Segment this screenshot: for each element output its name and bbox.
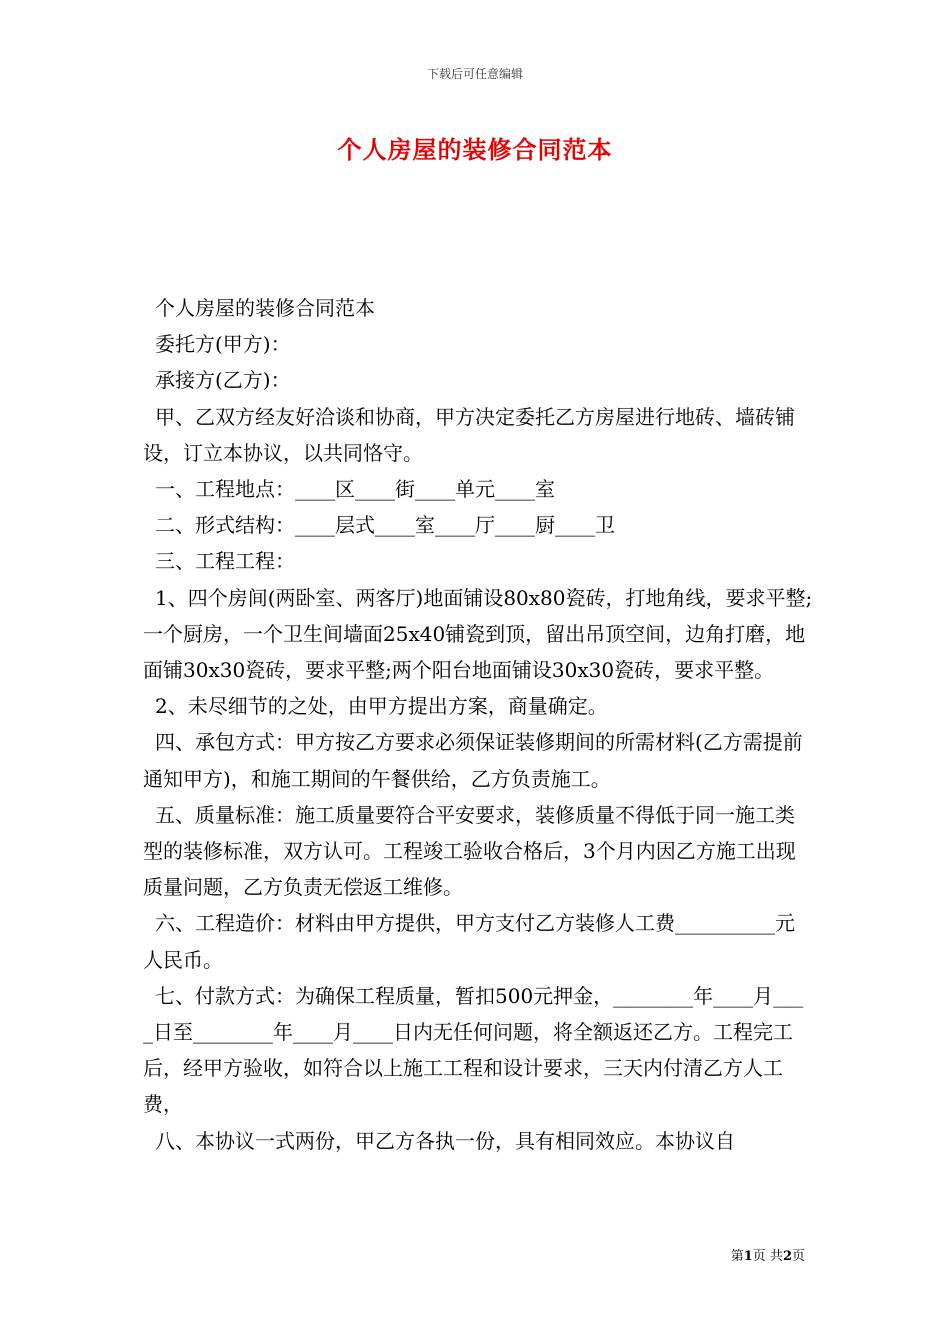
document-body: [143, 290, 813, 1159]
paragraph-party-a: 委托方(甲方)：: [155, 332, 291, 357]
paragraph-heading: 个人房屋的装修合同范本: [155, 296, 375, 320]
paragraph-contract-method: 四、承包方式：甲方按乙方要求必须保证装修期间的所需材料(乙方需提前通知甲方)，和施工期间的午餐供给，乙方负责施工。: [143, 730, 803, 791]
paragraph-project-item-1: 1、四个房间(两卧室、两客厅)地面铺设80x80瓷砖，打地角线，要求平整;一个厨房，一个卫生间墙面25x40铺瓷到顶，留出吊顶空间，边角打磨，地面铺30x30瓷砖，要求平整;两个阳台地面铺设30x30瓷砖，要求平整。: [143, 585, 813, 683]
paragraph-party-b: 承接方(乙方)：: [155, 368, 291, 393]
total-pages: 2: [782, 1249, 792, 1264]
paragraph-quality-standard: 五、质量标准：施工质量要符合平安要求，装修质量不得低于同一施工类型的装修标准，双方认可。工程竣工验收合格后，3个月内因乙方施工出现质量问题，乙方负责无偿返工维修。: [143, 802, 796, 900]
page-number-middle: 页 共: [752, 1249, 783, 1264]
paragraph-location: 一、工程地点：____区____街____单元____室: [155, 477, 555, 502]
page-number: [731, 1248, 805, 1266]
paragraph-structure: 二、形式结构：____层式____室____厅____厨____卫: [155, 513, 615, 538]
page-number-prefix: 第: [730, 1249, 744, 1264]
paragraph-copies: 八、本协议一式两份，甲乙方各执一份，具有相同效应。本协议自: [155, 1128, 735, 1153]
page-number-suffix: 页: [791, 1249, 805, 1264]
document-title: 个人房屋的装修合同范本: [337, 135, 613, 164]
paragraph-payment: 七、付款方式：为确保工程质量，暂扣500元押金，________年____月____日至________年____月____日内无任何问题，将全额返还乙方。工程完工后，经甲方验收，如符合以上施工工程和设计要求，三天内付清乙方人工费，: [143, 983, 804, 1117]
current-page: 1: [743, 1249, 753, 1264]
paragraph-project-item-2: 2、未尽细节的之处，由甲方提出方案，商量确定。: [155, 694, 608, 719]
paragraph-project: 三、工程工程：: [155, 549, 295, 574]
page-header-note: 下载后可任意编辑: [426, 67, 523, 81]
paragraph-preamble: 甲、乙双方经友好洽谈和协商，甲方决定委托乙方房屋进行地砖、墙砖铺设，订立本协议，以共同恪守。: [143, 404, 795, 465]
paragraph-cost: 六、工程造价：材料由甲方提供，甲方支付乙方装修人工费__________元人民币。: [143, 911, 795, 972]
